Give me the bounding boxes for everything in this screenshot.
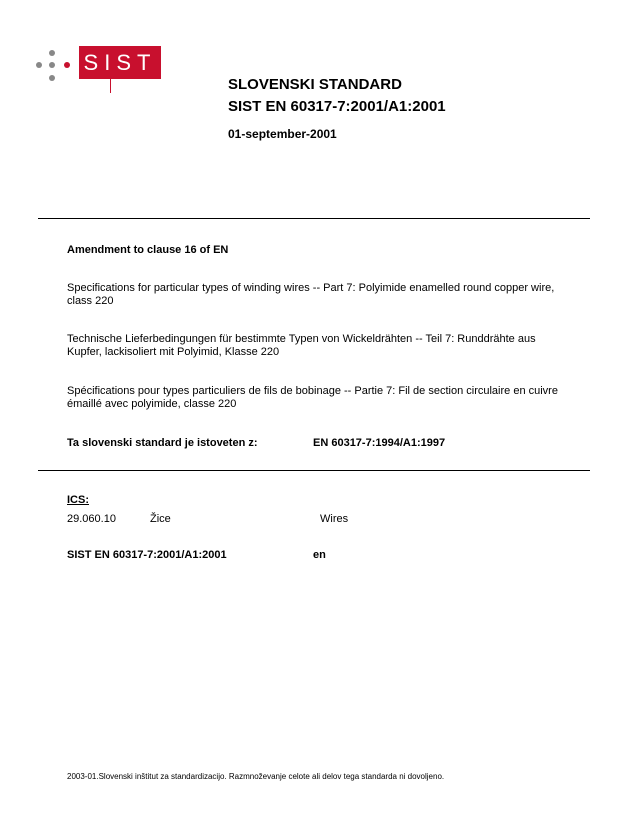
logo-divider	[110, 79, 111, 93]
title-english: Specifications for particular types of winding wires -- Part 7: Polyimide enamelled round copper wire, class 220	[67, 282, 555, 307]
standard-language: en	[313, 549, 326, 561]
ics-name-english: Wires	[320, 513, 349, 525]
top-divider	[38, 218, 590, 219]
amendment-note: Amendment to clause 16 of EN	[67, 244, 229, 256]
publication-date: 01-september-2001	[228, 127, 337, 141]
standard-code: SIST EN 60317-7:2001/A1:2001	[67, 549, 227, 561]
identical-value: EN 60317-7:1994/A1:1997	[313, 437, 446, 449]
ics-label: ICS:	[67, 494, 89, 506]
middle-divider	[38, 470, 590, 471]
document-type: SLOVENSKI STANDARD	[228, 76, 402, 93]
identical-label: Ta slovenski standard je istoveten z:	[67, 437, 258, 449]
sist-logo: SIST	[79, 46, 161, 79]
footer-copyright: 2003-01.Slovenski inštitut za standardizacijo. Razmnoževanje celote ali delov tega standarda ni dovoljeno.	[67, 772, 445, 781]
ics-code: 29.060.10	[67, 513, 116, 525]
ics-name-slovene: Žice	[150, 513, 171, 525]
standard-code-header: SIST EN 60317-7:2001/A1:2001	[228, 98, 446, 115]
logo-dots-icon	[34, 49, 74, 85]
title-german: Technische Lieferbedingungen für bestimmte Typen von Wickeldrähten -- Teil 7: Runddrähte aus Kupfer, lackisoliert mit Polyimid, Klasse 220	[67, 333, 536, 358]
title-french: Spécifications pour types particuliers de fils de bobinage -- Partie 7: Fil de section circulaire en cuivre émaillé avec polyimide, classe 220	[67, 385, 558, 410]
